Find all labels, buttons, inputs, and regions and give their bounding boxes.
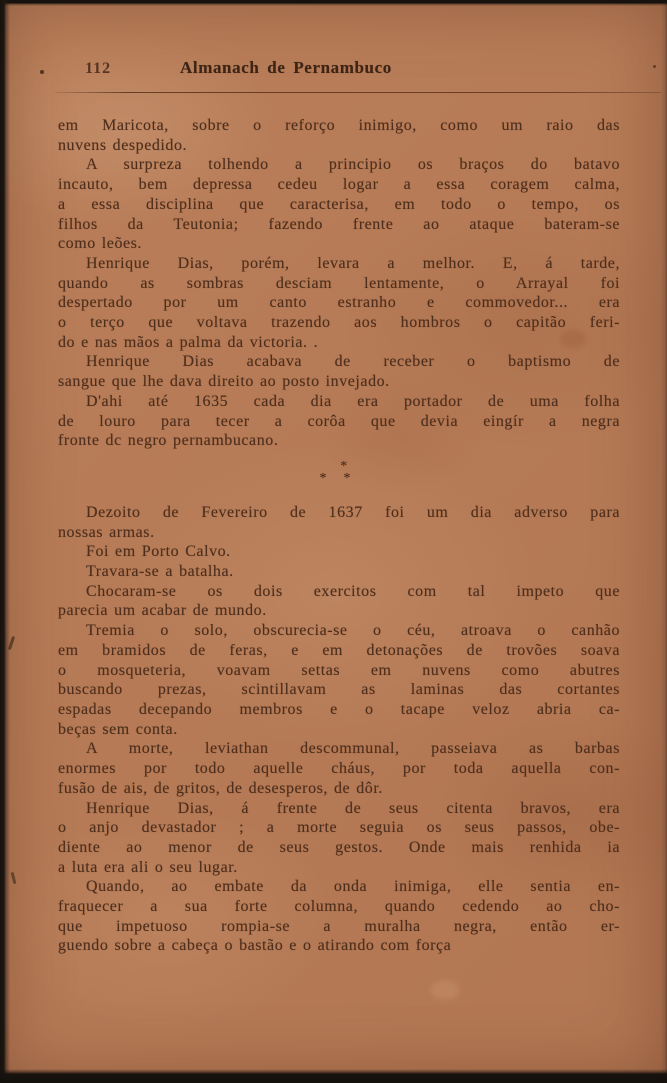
text-line: a essa disciplina que caracterisa, em todo o tempo, os: [58, 195, 620, 213]
text-line: despertado por um canto estranho e commovedor... era: [58, 294, 620, 312]
text-line: de louro para tecer a corôa que devia eingír a negra: [58, 412, 620, 430]
paragraph: [58, 254, 620, 353]
text-line: Foi em Porto Calvo.: [86, 543, 231, 561]
text-line: incauto, bem depressa cedeu logar a essa coragem calma,: [58, 176, 620, 194]
asterism-bottom: * *: [319, 470, 357, 486]
text-line: Henrique Dias acabava de receber o baptismo de: [86, 353, 620, 371]
text-line: A surpreza tolhendo a principio os braços do batavo: [86, 156, 620, 174]
text-line: o terço que voltava trazendo aos hombros o capitão feri-: [58, 314, 620, 332]
text-line: Quando, ao embate da onda inimiga, elle sentia en-: [86, 878, 620, 896]
header-rule: [55, 92, 661, 93]
paragraph: [58, 562, 620, 582]
paragraph: [58, 739, 620, 798]
text-line: fusão de ais, de gritos, de desesperos, de dôr.: [58, 779, 383, 797]
text-line: Henrique Dias, porém, levara a melhor. E, á tarde,: [86, 254, 620, 272]
margin-mark: [8, 636, 15, 650]
text-line: quando as sombras desciam lentamente, o Arrayal foi: [58, 274, 620, 292]
text-line: Chocaram-se os dois exercitos com tal impeto que: [86, 582, 620, 600]
text-line: o anjo devastador ; a morte seguia os seus passos, obe-: [58, 819, 620, 837]
text-line: Tremia o solo, obscurecia-se o céu, atroava o canhão: [86, 622, 620, 640]
text-line: espadas decepando membros e o tacape veloz abria ca-: [58, 700, 620, 718]
text-line: nossas armas.: [58, 523, 155, 541]
paragraph: [58, 392, 620, 451]
text-section-after-divider: [58, 503, 620, 956]
paragraph: [58, 621, 620, 739]
page-header: [0, 58, 667, 88]
page-body: [58, 116, 620, 956]
paragraph: [58, 352, 620, 391]
text-line: enormes por todo aquelle cháus, por toda aquella con-: [58, 760, 620, 778]
text-line: diente ao menor de seus gestos. Onde mais renhida ia: [58, 838, 620, 856]
text-line: sangue que lhe dava direito ao posto invejado.: [58, 373, 390, 391]
text-line: como leões.: [58, 235, 142, 253]
page-number: 112: [85, 60, 112, 77]
text-line: nuvens despedido.: [58, 136, 188, 154]
paragraph: [58, 877, 620, 956]
scan-edge-bottom: [0, 1069, 667, 1083]
text-line: Henrique Dias, á frente de seus citenta bravos, era: [86, 799, 620, 817]
text-line: fronte dc negro pernambucano.: [58, 432, 279, 450]
paragraph: [58, 116, 620, 155]
text-line: Dezoito de Fevereiro de 1637 foi um dia adverso para: [86, 503, 620, 521]
text-section-before-divider: [58, 116, 620, 451]
text-line: beças sem conta.: [58, 720, 178, 738]
margin-mark: [11, 872, 17, 884]
text-line: buscando prezas, scintillavam as laminas das cortantes: [58, 681, 620, 699]
text-line: parecia um acabar de mundo.: [58, 602, 267, 620]
paper-stain: [430, 980, 460, 1000]
paragraph: [58, 542, 620, 562]
text-line: filhos da Teutonia; fazendo frente ao ataque bateram-se: [58, 215, 620, 233]
scan-edge-right: [661, 0, 667, 1083]
scan-edge-top: [0, 0, 667, 6]
paragraph: [58, 155, 620, 254]
paragraph: [58, 582, 620, 621]
text-line: a luta era ali o seu lugar.: [58, 858, 238, 876]
text-line: A morte, leviathan descommunal, passeiava as barbas: [86, 740, 620, 758]
asterism-top: *: [340, 458, 348, 474]
text-line: Travara-se a batalha.: [86, 563, 234, 581]
text-line: do e nas mãos a palma da victoria. .: [58, 333, 319, 351]
text-line: D'ahi até 1635 cada dia era portador de uma folha: [86, 392, 620, 410]
scan-edge-left: [0, 0, 10, 1083]
page-title: Almanach de Pernambuco: [180, 58, 392, 77]
asterism-divider: [58, 458, 620, 487]
text-line: em Maricota, sobre o reforço inimigo, como um raio das: [58, 117, 620, 134]
text-line: que impetuoso rompia-se a muralha negra, então er-: [58, 917, 620, 935]
paragraph: [58, 503, 620, 542]
text-line: fraquecer a sua forte columna, quando cedendo ao cho-: [58, 898, 620, 916]
text-line: guendo sobre a cabeça o bastão e o atirando com força: [58, 937, 452, 955]
paragraph: [58, 799, 620, 878]
text-line: o mosqueteria, voavam settas em nuvens como abutres: [58, 661, 620, 679]
text-line: em bramidos de feras, e em detonações de trovões soava: [58, 641, 620, 659]
